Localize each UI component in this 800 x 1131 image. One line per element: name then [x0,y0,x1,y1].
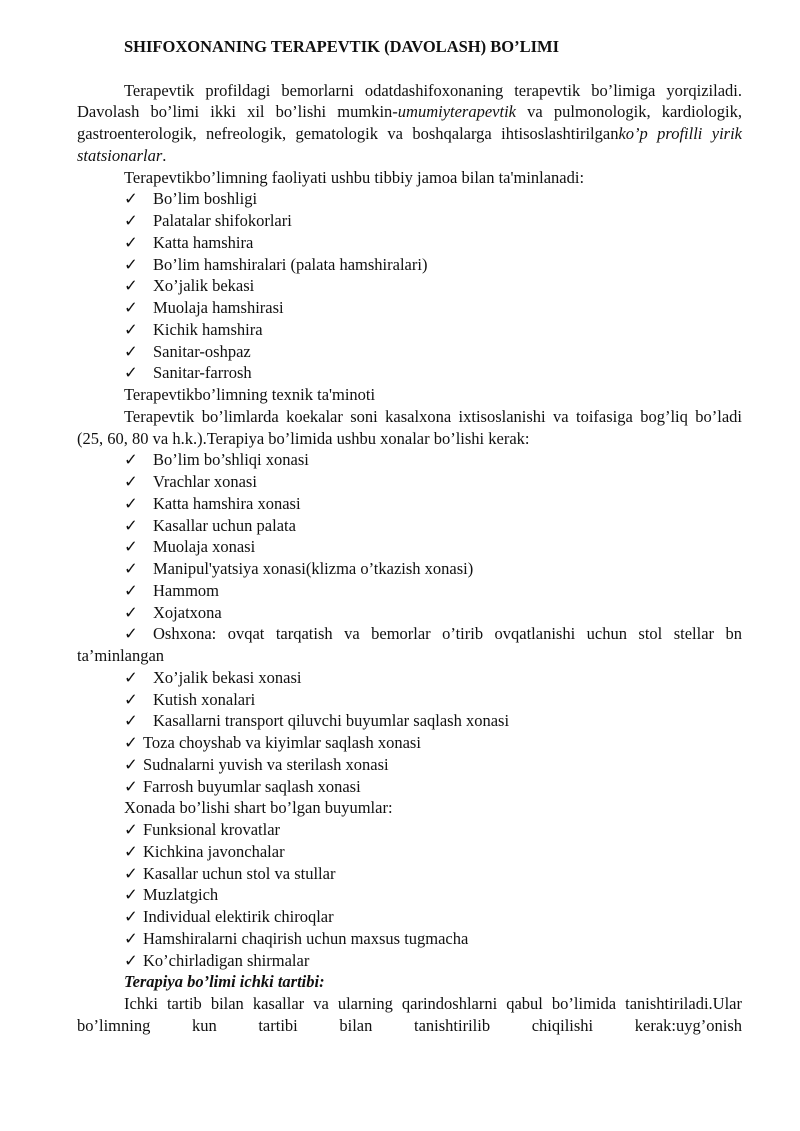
checkmark-icon: ✓ [124,211,138,230]
checkmark-icon: ✓ [124,928,138,948]
checkmark-icon: ✓ [124,863,138,883]
checkmark-icon: ✓ [124,776,138,796]
checkmark-icon: ✓ [124,450,138,470]
list-item: ✓ Xo’jalik bekasi xonasi [124,667,302,687]
list-item: ✓ Toza choyshab va kiyimlar saqlash xonasi [124,733,421,752]
checkmark-icon: ✓ [124,189,138,209]
list-item: ✓ Palatalar shifokorlari [124,211,292,230]
list-item: ✓ Muzlatgich [124,885,219,905]
list-item: ✓ Kasallar uchun palata [124,515,296,535]
checkmark-icon: ✓ [124,472,138,491]
checkmark-icon: ✓ [124,298,138,317]
intro-text-2: va pulmonologik, kardiologik, gastroenterologik, nefreologik, gematologik va boshqalarga ihtisoslashtirilgan [77,102,743,143]
checkmark-icon: ✓ [124,602,138,622]
staff-list [77,188,742,384]
list-item: ✓ Xojatxona [124,602,222,622]
checkmark-icon: ✓ [124,733,138,752]
checkmark-icon: ✓ [124,363,138,383]
rules-heading: Terapiya bo’limi ichki tartibi: [124,972,325,992]
checkmark-icon: ✓ [124,232,138,252]
checkmark-icon: ✓ [124,950,138,970]
list-item: ✓ Kutish xonalari [124,689,256,709]
list-item: ✓ Katta hamshira [124,232,254,252]
checkmark-icon: ✓ [124,820,138,839]
list-item: ✓ Farrosh buyumlar saqlash xonasi [124,776,361,796]
checkmark-icon: ✓ [124,907,138,926]
list-item: ✓ Individual elektirik chiroqlar [124,907,334,926]
intro-paragraph [77,80,742,167]
list-item: ✓ Sanitar-oshpaz [124,341,251,361]
tech-heading: Terapevtikbo’limning texnik ta'minoti [124,385,376,404]
items-heading: Xonada bo’lishi shart bo’lgan buyumlar: [124,798,393,818]
list-item: ✓ Ko’chirladigan shirmalar [124,950,310,970]
list-item: ✓ Sanitar-farrosh [124,363,252,383]
list-item: ✓ Kasallar uchun stol va stullar [124,863,336,883]
list-item: ✓ Funksional krovatlar [124,820,281,839]
checkmark-icon: ✓ [124,559,138,578]
beds-paragraph: Terapevtik bo’limlarda koekalar soni kasalxona ixtisoslanishi va toifasiga bog’liq bo’ladi (25, 60, 80 va h.k.).Terapiya bo’limida ushbu xonalar bo’lishi kerak: [77,406,742,448]
list-item: ✓ Kasallarni transport qiluvchi buyumlar saqlash xonasi [124,711,510,731]
intro-italic-1: umumiyterapevtik [397,102,516,122]
checkmark-icon: ✓ [124,319,138,339]
list-item: ✓ Xo’jalik bekasi [124,276,255,296]
checkmark-icon: ✓ [124,754,138,774]
checkmark-icon: ✓ [124,885,138,905]
list-item: ✓ Sudnalarni yuvish va sterilash xonasi [124,754,389,774]
checkmark-icon: ✓ [124,515,138,535]
intro-italic-2: ko’p profilli yirik statsionarlar [77,124,742,165]
checkmark-icon: ✓ [124,689,138,709]
rooms-list [77,449,742,797]
checkmark-icon: ✓ [124,841,138,861]
list-item: ✓ Katta hamshira xonasi [124,493,301,513]
checkmark-icon: ✓ [124,537,138,557]
checkmark-icon: ✓ [124,276,138,296]
checkmark-icon: ✓ [124,711,138,731]
checkmark-icon: ✓ [124,667,138,687]
intro-text-3: . [162,145,167,165]
list-item: ✓ Manipul'yatsiya xonasi(klizma o’tkazish xonasi) [124,559,474,578]
list-item: ✓ Kichkina javonchalar [124,841,285,861]
items-list [77,819,742,971]
list-item: ✓ Bo’lim bo’shliqi xonasi [124,450,309,470]
list-item: ✓ Oshxona: ovqat tarqatish va bemorlar o’tirib ovqatlanishi uchun stol stellar bn ta’minlangan [77,624,742,665]
list-item: ✓ Bo’lim boshligi [124,189,258,209]
list-item: ✓ Bo’lim hamshiralari (palata hamshiralari) [124,254,428,274]
staff-intro: Terapevtikbo’limning faoliyati ushbu tibbiy jamoa bilan ta'minlanadi: [124,167,585,187]
rules-paragraph: Ichki tartib bilan kasallar va ularning qarindoshlarni qabul bo’limida tanishtiriladi.Ular bo’limning kun tartibi bilan tanishtirilib chiqilishi kerak:uyg’onish [77,994,742,1035]
list-item: ✓ Vrachlar xonasi [124,472,257,491]
checkmark-icon: ✓ [124,341,138,361]
page-title: SHIFOXONANING TERAPEVTIK (DAVOLASH) BO’LIMI [124,37,559,56]
checkmark-icon: ✓ [124,254,138,274]
list-item: ✓ Kichik hamshira [124,319,263,339]
list-item: ✓ Muolaja hamshirasi [124,298,284,317]
checkmark-icon: ✓ [124,493,138,513]
list-item: ✓ Hammom [124,580,219,600]
list-item: ✓ Muolaja xonasi [124,537,256,557]
checkmark-icon: ✓ [124,580,138,600]
checkmark-icon: ✓ [124,624,138,644]
list-item: ✓ Hamshiralarni chaqirish uchun maxsus tugmacha [124,928,469,948]
intro-text-1: Terapevtik profildagi bemorlarni odatdashifoxonaning terapevtik bo’limiga yorqiziladi. Davolash bo’limi ikki xil bo’lishi mumkin- [77,80,742,122]
